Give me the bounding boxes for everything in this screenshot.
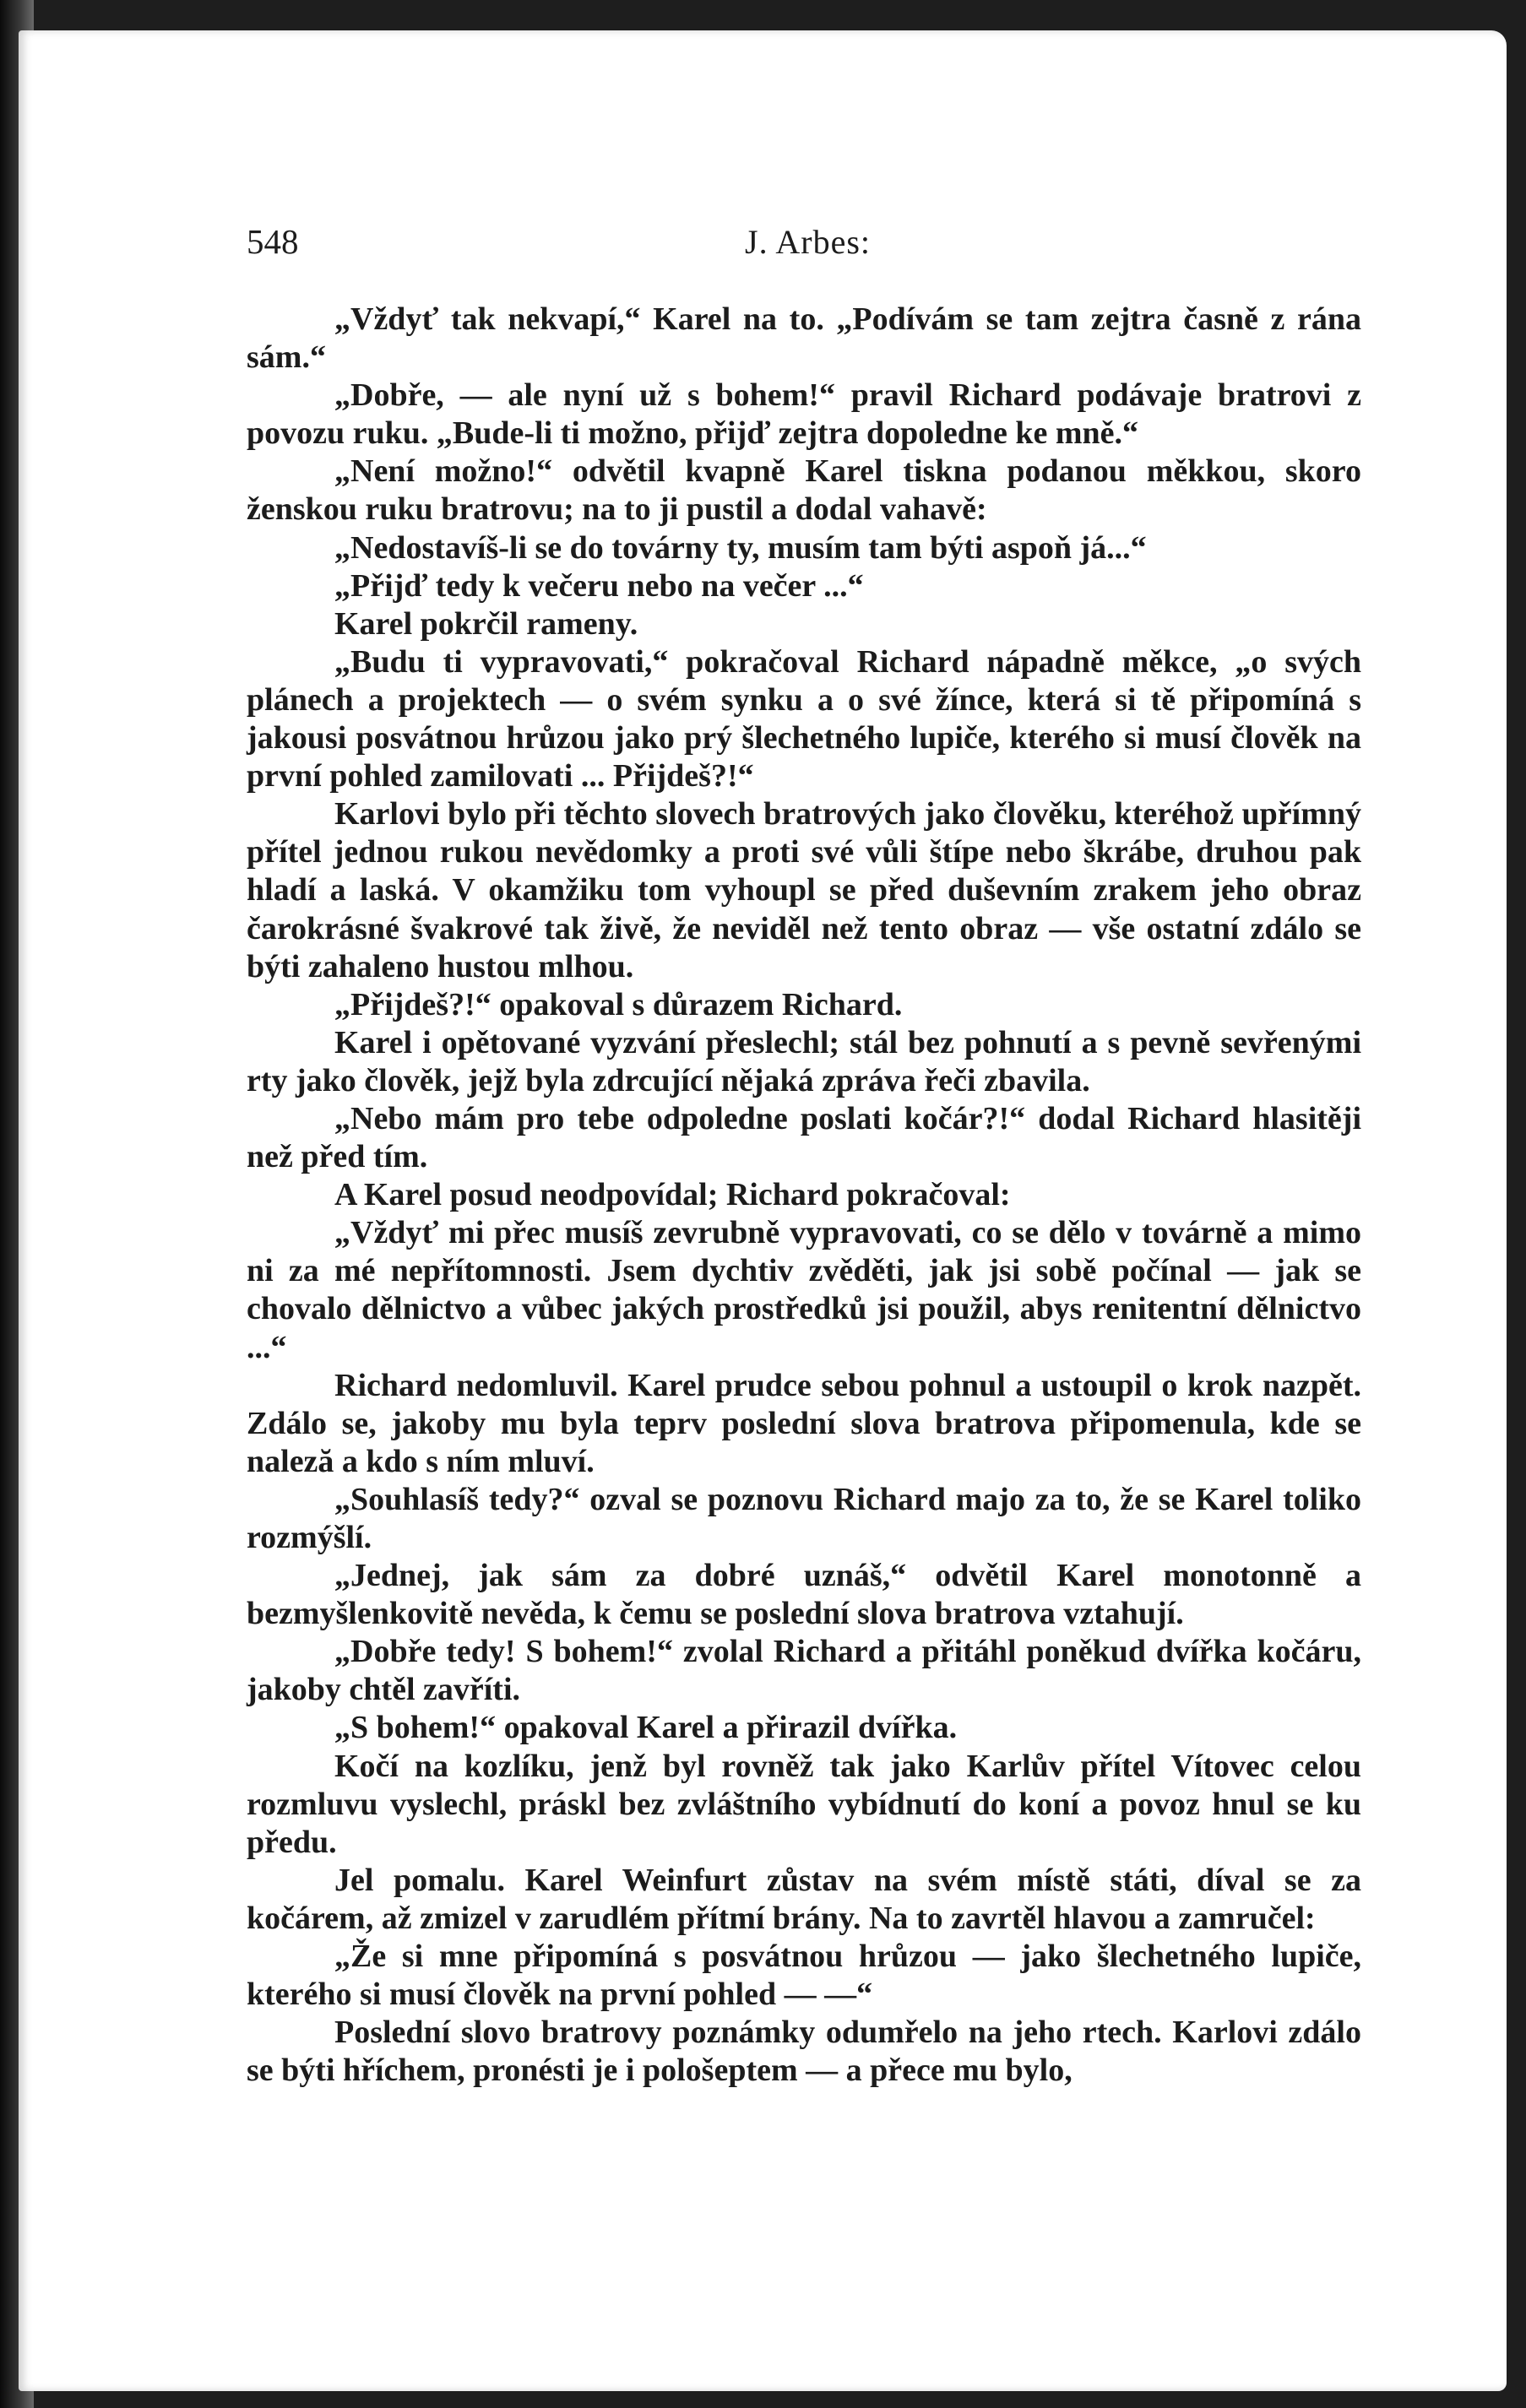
paragraph: „S bohem!“ opakoval Karel a přirazil dvířka.: [334, 1710, 958, 1746]
paragraph: „Dobře tedy! S bohem!“ zvolal Richard a přitáhl poněkud dvířka kočáru, jakoby chtěl zavříti.: [247, 1634, 1361, 1708]
paragraph: „Vždyť mi přec musíš zevrubně vypravovati, co se dělo v továrně a mimo ni za mé nepřítomnosti. Jsem dychtiv zvěděti, jak jsi sobě počínal — jak se chovalo dělnictvo a vůbec jakých prostředků jsi použil, abys renitentní dělnictvo ...“: [247, 1215, 1361, 1365]
paragraph: „Dobře, — ale nyní už s bohem!“ pravil Richard podávaje bratrovi z povozu ruku. „Bude-li ti možno, přijď zejtra dopoledne ke mně.“: [247, 377, 1361, 452]
paragraph: „Souhlasíš tedy?“ ozval se poznovu Richard majo za to, že se Karel toliko rozmýšlí.: [247, 1481, 1361, 1555]
book-page: [19, 30, 1507, 2391]
paragraph: „Jednej, jak sám za dobré uznáš,“ odvětil Karel monotonně a bezmyšlenkovitě nevěda, k čemu se poslední slova bratrova vztahují.: [247, 1558, 1361, 1632]
running-head: J. Arbes:: [745, 223, 871, 261]
paragraph: Richard nedomluvil. Karel prudce sebou pohnul a ustoupil o krok nazpět. Zdálo se, jakoby mu byla teprv poslední slova bratrova připomenula, kde se naleză a kdo s ním mluví.: [247, 1367, 1361, 1479]
paragraph: „Přijdeš?!“ opakoval s důrazem Richard.: [334, 986, 903, 1022]
paragraph: „Není možno!“ odvětil kvapně Karel tiskna podanou měkkou, skoro ženskou ruku bratrovu; na to ji pustil a dodal vahavě:: [247, 453, 1361, 528]
paragraph: „Nebo mám pro tebe odpoledne poslati kočár?!“ dodal Richard hlasitěji než před tím.: [247, 1100, 1361, 1175]
paragraph: Karel pokrčil rameny.: [334, 605, 638, 642]
paragraph: „Nedostavíš-li se do továrny ty, musím tam býti aspoň já...“: [334, 529, 1147, 566]
paragraph: Poslední slovo bratrovy poznámky odumřelo na jeho rtech. Karlovi zdálo se býti hříchem, pronésti je i pološeptem — a přece mu bylo,: [247, 2015, 1361, 2089]
paragraph: „Vždyť tak nekvapí,“ Karel na to. „Podívám se tam zejtra časně z rána sám.“: [247, 301, 1361, 376]
paragraph: Karel i opětované vyzvání přeslechl; stál bez pohnutí a s pevně sevřenými rty jako člověk, jejž byla zdrcující nějaká zpráva řeči zbavila.: [247, 1024, 1361, 1098]
paragraph: „Že si mne připomíná s posvátnou hrůzou — jako šlechetného lupiče, kterého si musí člověk na první pohled — —“: [247, 1939, 1361, 2013]
page-content: [247, 223, 1361, 2090]
body-text: [247, 301, 1361, 2090]
paragraph: „Budu ti vypravovati,“ pokračoval Richard nápadně měkce, „o svých plánech a projektech — o svém synku a o své žínce, která si tě připomíná s jakousi posvátnou hrůzou jako prý šlechetného lupiče, kterého si musí člověk na první pohled zamilovati ... Přijdeš?!“: [247, 643, 1361, 795]
paragraph: Jel pomalu. Karel Weinfurt zůstav na svém místě státi, díval se za kočárem, až zmizel v zarudlém přítmí brány. Na to zavrtěl hlavou a zamručel:: [247, 1862, 1361, 1936]
paragraph: Karlovi bylo při těchto slovech bratrových jako člověku, kteréhož upřímný přítel jednou rukou nevědomky a proti své vůli štípe nebo škrábe, druhou pak hladí a laská. V okamžiku tom vyhoupl se před duševním zrakem jeho obraz čarokrásné švakrové tak živě, že neviděl než tento obraz — vše ostatní zdálo se býti zahaleno hustou mlhou.: [247, 796, 1361, 984]
paragraph: „Přijď tedy k večeru nebo na večer ...“: [334, 567, 864, 604]
page-number: 548: [247, 222, 299, 261]
paragraph: A Karel posud neodpovídal; Richard pokračoval:: [334, 1177, 1011, 1213]
page-header: [247, 223, 1361, 277]
paragraph: Kočí na kozlíku, jenž byl rovněž tak jako Karlův přítel Vítovec celou rozmluvu vyslechl, práskl bez zvláštního vybídnutí do koní a povoz hnul se ku předu.: [247, 1748, 1361, 1860]
